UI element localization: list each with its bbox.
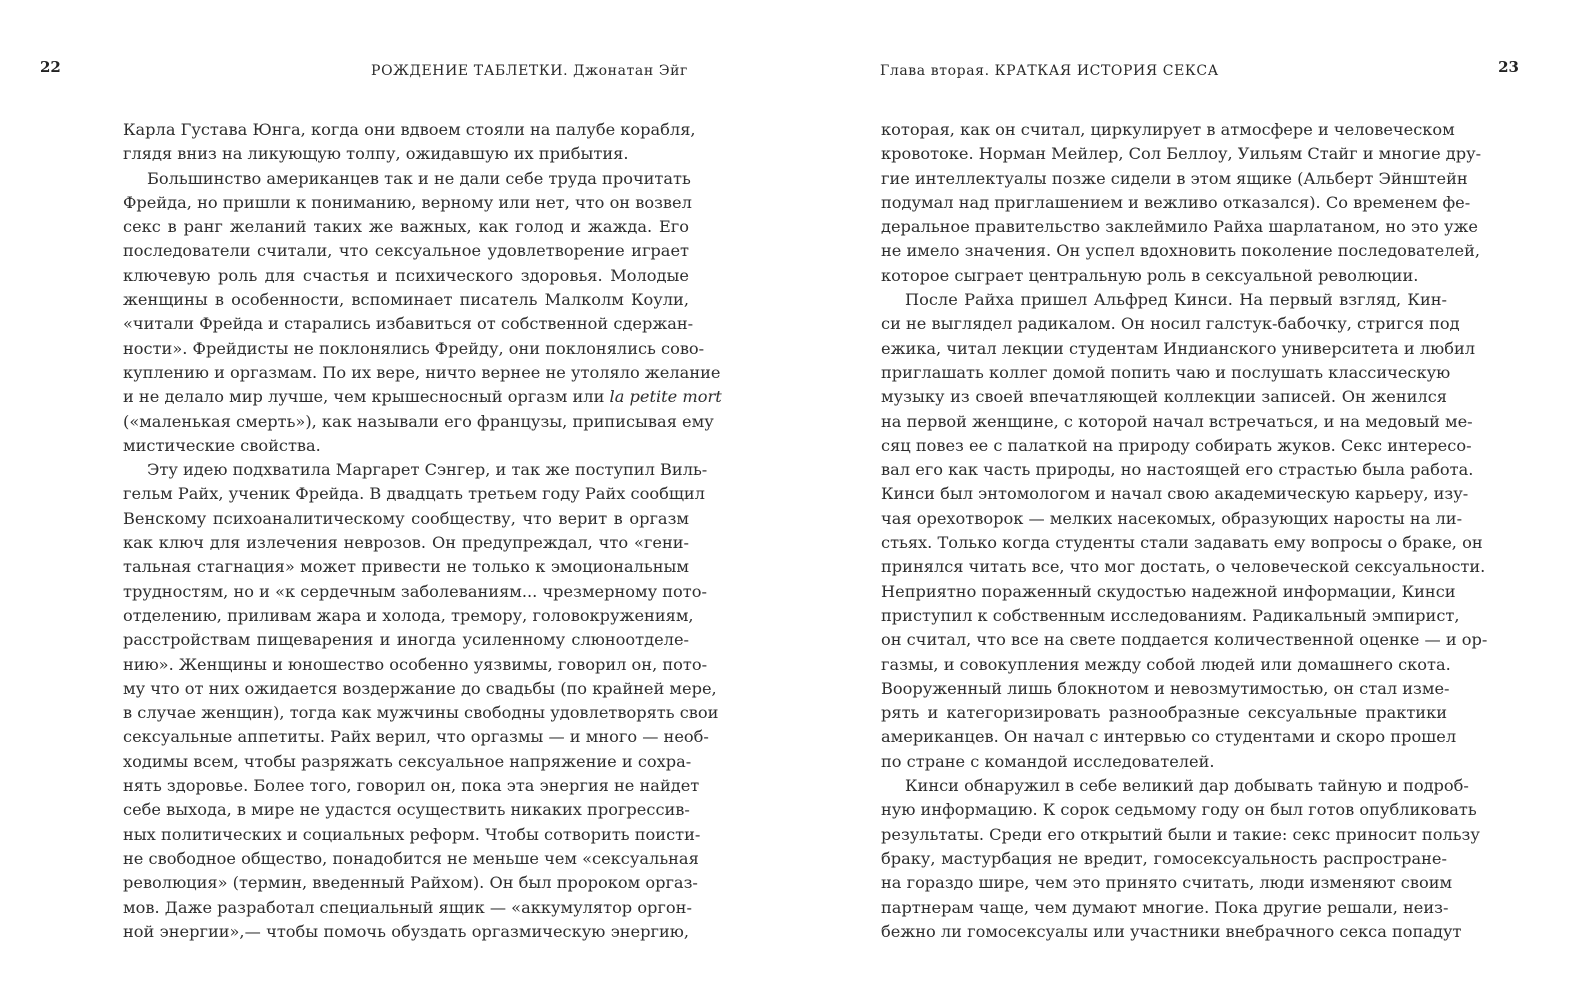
text-line: трудностям, но и «к сердечным заболеваниям... чрезмерному пото- (123, 581, 707, 601)
text-line: Карла Густава Юнга, когда они вдвоем стояли на палубе корабля, (123, 120, 696, 139)
text-line: ключевую роль для счастья и психического здоровья. Молодые (123, 265, 689, 285)
body-text (881, 118, 1488, 944)
text-line: Фрейда, но пришли к пониманию, верному или нет, что он возвел (123, 192, 692, 212)
body-text (123, 118, 722, 944)
text-line: гельм Райх, ученик Фрейда. В двадцать третьем году Райх сообщил (123, 484, 705, 504)
text-line: подумал над приглашением и вежливо отказался). Со временем фе- (881, 192, 1471, 212)
text-line: приглашать коллег домой попить чаю и послушать классическую (881, 362, 1451, 382)
text-line: газмы, и совокупления между собой людей или домашнего скота. (881, 654, 1451, 674)
text-line: куплению и оргазмам. По их вере, ничто вернее не утоляло желание (123, 362, 721, 382)
text-line: сяц повез ее с палаткой на природу собирать жуков. Секс интересо- (881, 435, 1472, 455)
text-line: которая, как он считал, циркулирует в атмосфере и человеческом (881, 120, 1455, 139)
page-number: 23 (1498, 58, 1519, 76)
text-line: революция» (термин, введенный Райхом). Он был пророком оргаз- (123, 873, 698, 893)
text-line: нять здоровье. Более того, говорил он, пока эта энергия не найдет (123, 776, 700, 796)
text-line: ходимы всем, чтобы разряжать сексуальное напряжение и сохра- (123, 751, 692, 771)
text-line: американцев. Он начал с интервью со студентами и скоро прошел (881, 727, 1457, 747)
text-line: ную информацию. К сорок седьмому году он был готов опубликовать (881, 800, 1477, 820)
text-line: себе выхода, в мире не удастся осуществить никаких прогрессив- (123, 800, 690, 820)
running-head: РОЖДЕНИЕ ТАБЛЕТКИ. Джонатан Эйг (371, 63, 688, 79)
text-line: приступил к собственным исследованиям. Радикальный эмпирист, (881, 605, 1460, 625)
text-line: принялся читать все, что мог достать, о человеческой сексуальности. (881, 557, 1486, 577)
text-line: браку, мастурбация не вредит, гомосексуальность распростране- (881, 848, 1447, 868)
text-line: не имело значения. Он успел вдохновить поколение последователей, (881, 241, 1481, 261)
text-line: отделению, приливам жара и холода, тремору, головокружениям, (123, 605, 694, 625)
text-line: по стране с командой исследователей. (881, 751, 1215, 771)
text-line: он считал, что все на свете поддается количественной оценке — и ор- (881, 630, 1488, 650)
text-line: гие интеллектуалы позже сидели в этом ящике (Альберт Эйнштейн (881, 168, 1468, 188)
text-line: рять и категоризировать разнообразные сексуальные практики (881, 703, 1447, 723)
text-line: глядя вниз на ликующую толпу, ожидавшую их прибытия. (123, 144, 629, 164)
italic-phrase: la petite mort (609, 387, 722, 407)
text-line: ной энергии»,— чтобы помочь обуздать оргазмическую энергию, (123, 921, 689, 941)
text-line: Эту идею подхватила Маргарет Сэнгер, и так же поступил Виль- (147, 460, 708, 480)
text-line: ных политических и социальных реформ. Чтобы сотворить поисти- (123, 824, 701, 844)
text-fragment: и не делало мир лучше, чем крышесносный оргазм или (123, 387, 605, 407)
text-line: нию». Женщины и юношество особенно уязвимы, говорил он, пото- (123, 654, 708, 674)
text-line: партнерам чаще, чем думают многие. Пока другие решали, неиз- (881, 897, 1449, 917)
text-line: как ключ для излечения неврозов. Он предупреждал, что «гени- (123, 533, 689, 553)
text-line: на первой женщине, с которой начал встречаться, и на медовый ме- (881, 411, 1473, 431)
text-line: После Райха пришел Альфред Кинси. На первый взгляд, Кин- (905, 290, 1447, 310)
left-page (0, 0, 784, 1000)
text-line: результаты. Среди его открытий были и такие: секс приносит пользу (881, 824, 1480, 844)
running-head: Глава вторая. КРАТКАЯ ИСТОРИЯ СЕКСА (880, 63, 1219, 79)
text-line: Неприятно пораженный скудостью надежной информации, Кинси (881, 581, 1456, 601)
text-line (123, 385, 722, 409)
text-line: сексуальные аппетиты. Райх верил, что оргазмы — и много — необ- (123, 727, 709, 747)
page-number: 22 (40, 58, 61, 76)
text-line: кровотоке. Норман Мейлер, Сол Беллоу, Уильям Стайг и многие дру- (881, 144, 1482, 164)
text-line: деральное правительство заклеймило Райха шарлатаном, но это уже (881, 217, 1478, 237)
text-line: женщины в особенности, вспоминает писатель Малколм Коули, (123, 290, 689, 310)
text-line: не свободное общество, понадобится не меньше чем «сексуальная (123, 848, 699, 868)
text-line: си не выглядел радикалом. Он носил галстук-бабочку, стригся под (881, 314, 1460, 334)
text-line: последователи считали, что сексуальное удовлетворение играет (123, 241, 689, 261)
text-line: в случае женщин), тогда как мужчины свободны удовлетворять свои (123, 703, 719, 723)
right-page (784, 0, 1569, 1000)
text-line: ности». Фрейдисты не поклонялись Фрейду, они поклонялись сово- (123, 338, 705, 358)
text-line: на гораздо шире, чем это принято считать, люди изменяют своим (881, 873, 1453, 893)
text-line: Венскому психоаналитическому сообществу, что верит в оргазм (123, 508, 689, 528)
text-line: Большинство американцев так и не дали себе труда прочитать (147, 168, 691, 188)
text-line: вал его как часть природы, но настоящей его страстью была работа. (881, 460, 1474, 480)
text-line: тальная стагнация» может привести не только к эмоциональным (123, 557, 689, 577)
text-line: («маленькая смерть»), как называли его французы, приписывая ему (123, 411, 714, 431)
text-line: секс в ранг желаний таких же важных, как голод и жажда. Его (123, 217, 689, 237)
text-line: стьях. Только когда студенты стали задавать ему вопросы о браке, он (881, 533, 1483, 553)
text-line: Кинси был энтомологом и начал свою академическую карьеру, изу- (881, 484, 1469, 504)
text-line: чая орехотворок — мелких насекомых, образующих наросты на ли- (881, 508, 1463, 528)
text-line: расстройствам пищеварения и иногда усиленному слюноотделе- (123, 630, 689, 650)
text-line: мов. Даже разработал специальный ящик — «аккумулятор оргон- (123, 897, 692, 917)
text-line: музыку из своей впечатляющей коллекции записей. Он женился (881, 387, 1447, 407)
text-line: «читали Фрейда и старались избавиться от собственной сдержан- (123, 314, 694, 334)
text-line: которое сыграет центральную роль в сексуальной революции. (881, 265, 1419, 285)
text-line: бежно ли гомосексуалы или участники внебрачного секса попадут (881, 921, 1462, 941)
text-line: Кинси обнаружил в себе великий дар добывать тайную и подроб- (905, 776, 1469, 796)
text-line: му что от них ожидается воздержание до свадьбы (по крайней мере, (123, 678, 717, 698)
text-line: мистические свойства. (123, 435, 321, 455)
text-line: ежика, читал лекции студентам Индианского университета и любил (881, 338, 1476, 358)
text-line: Вооруженный лишь блокнотом и невозмутимостью, он стал изме- (881, 678, 1450, 698)
